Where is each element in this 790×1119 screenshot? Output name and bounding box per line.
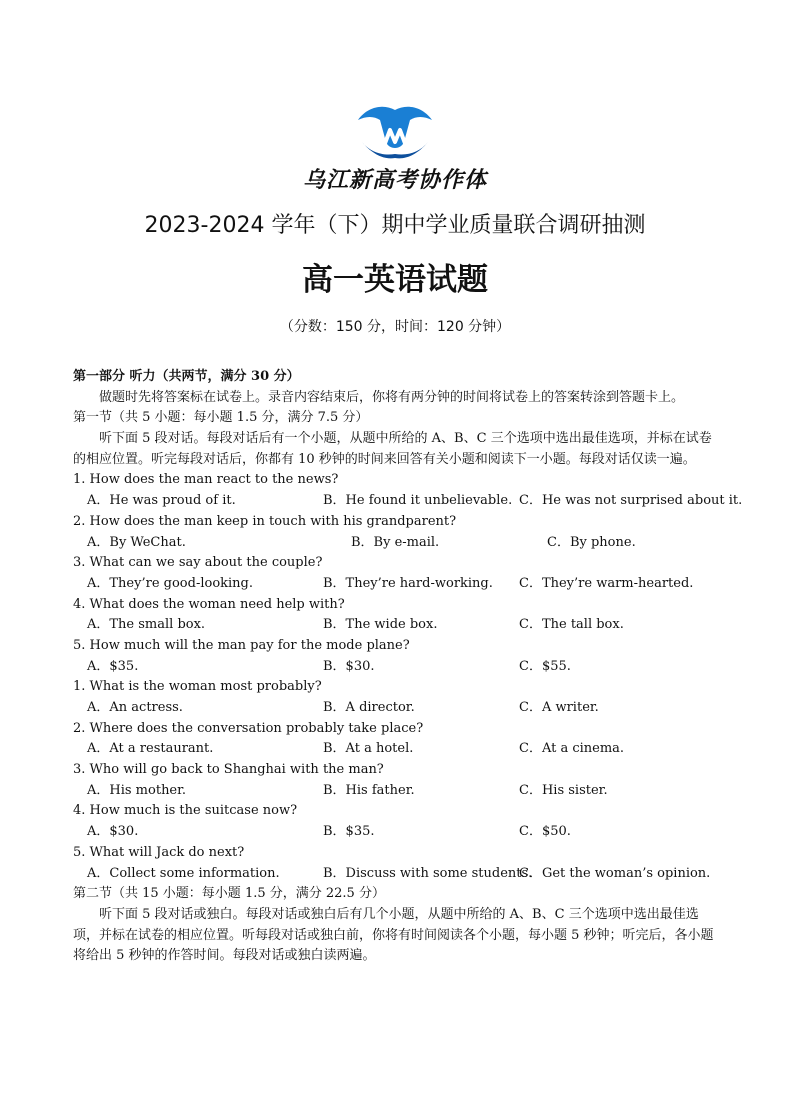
option-b: B．They’re hard-working.	[323, 575, 493, 591]
section1-intro: 听下面 5 段对话。每段对话后有一个小题，从题中所给的 A、B、C 三个选项中选出最佳选项，并标在试卷的相应位置。听完每段对话后，你都有 10 秒钟的时间来回答有关小题和阅读下一小题。每段对话仅读一遍。	[73, 431, 712, 467]
question-item	[73, 636, 723, 677]
question-text: 2. How does the man keep in touch with his grandparent?	[73, 513, 457, 529]
question-item	[73, 553, 723, 594]
section2-heading: 第二节（共 15 小题：每小题 1.5 分，满分 22.5 分）	[73, 886, 385, 902]
option-b: B．His father.	[323, 782, 415, 798]
organization-name: 乌江新高考协作体	[302, 168, 487, 193]
question-item	[73, 719, 723, 760]
question-item	[73, 595, 723, 636]
question-item	[73, 843, 723, 884]
question-text: 4. What does the woman need help with?	[73, 596, 345, 612]
question-item	[73, 760, 723, 801]
option-b: B．A director.	[323, 700, 415, 716]
option-a: A．$35.	[87, 658, 139, 674]
option-b: B．At a hotel.	[323, 741, 414, 757]
question-item	[73, 470, 743, 511]
subject-title: 高一英语试题	[302, 262, 488, 298]
wave-logo-icon	[354, 102, 436, 162]
exam-title: 2023-2024 学年（下）期中学业质量联合调研抽测	[144, 213, 646, 238]
option-c: C．The tall box.	[519, 617, 624, 633]
option-a: A．$30.	[87, 824, 139, 840]
section2-intro: 听下面 5 段对话或独白。每段对话或独白后有几个小题，从题中所给的 A、B、C 三个选项中选出最佳选项，并标在试卷的相应位置。听每段对话或独白前，你将有时间阅读各个小题，每小题 5 秒钟；听完后，各小题将给出 5 秒钟的作答时间。每段对话或独白读两遍。	[73, 906, 714, 964]
question-text: 1. How does the man react to the news?	[73, 472, 339, 488]
option-a: A．The small box.	[87, 617, 206, 633]
option-c: C．By phone.	[547, 534, 636, 550]
option-c: C．At a cinema.	[519, 741, 625, 757]
option-b: B．He found it unbelievable.	[323, 493, 513, 509]
question-item	[73, 512, 723, 553]
question-text: 2. Where does the conversation probably take place?	[73, 720, 424, 736]
option-c: C．A writer.	[519, 700, 599, 716]
option-c: C．$50.	[519, 824, 571, 840]
question-text: 3. Who will go back to Shanghai with the man?	[73, 762, 384, 778]
option-a: A．By WeChat.	[87, 534, 186, 550]
option-c: C．They’re warm-hearted.	[519, 575, 694, 591]
option-b: B．The wide box.	[323, 617, 438, 633]
option-a: A．His mother.	[87, 782, 187, 798]
option-c: C．He was not surprised about it.	[519, 493, 743, 509]
option-c: C．Get the woman’s opinion.	[519, 865, 711, 881]
question-text: 4. How much is the suitcase now?	[73, 803, 298, 819]
option-b: B．$30.	[323, 658, 375, 674]
option-b: B．$35.	[323, 824, 375, 840]
option-c: C．$55.	[519, 658, 571, 674]
option-a: A．At a restaurant.	[87, 741, 214, 757]
option-c: C．His sister.	[519, 782, 608, 798]
score-time-info: （分数：150 分，时间：120 分钟）	[279, 319, 511, 335]
option-a: A．An actress.	[87, 700, 183, 716]
question-item	[73, 801, 723, 842]
part1-intro: 做题时先将答案标在试卷上。录音内容结束后，你将有两分钟的时间将试卷上的答案转涂到答题卡上。	[99, 389, 685, 405]
part1-heading: 第一部分 听力（共两节，满分 30 分）	[73, 369, 300, 384]
question-text: 1. What is the woman most probably?	[73, 679, 322, 695]
question-text: 5. How much will the man pay for the mode plane?	[73, 637, 410, 653]
question-item	[73, 677, 723, 718]
option-a: A．Collect some information.	[87, 865, 280, 881]
question-text: 5. What will Jack do next?	[73, 844, 245, 860]
option-b: B．Discuss with some students.	[323, 865, 533, 881]
exam-content	[73, 367, 743, 967]
option-b: B．By e-mail.	[351, 534, 440, 550]
option-a: A．They’re good-looking.	[87, 575, 254, 591]
section1-heading: 第一节（共 5 小题：每小题 1.5 分，满分 7.5 分）	[73, 410, 369, 426]
option-a: A．He was proud of it.	[87, 493, 236, 509]
question-text: 3. What can we say about the couple?	[73, 555, 323, 571]
